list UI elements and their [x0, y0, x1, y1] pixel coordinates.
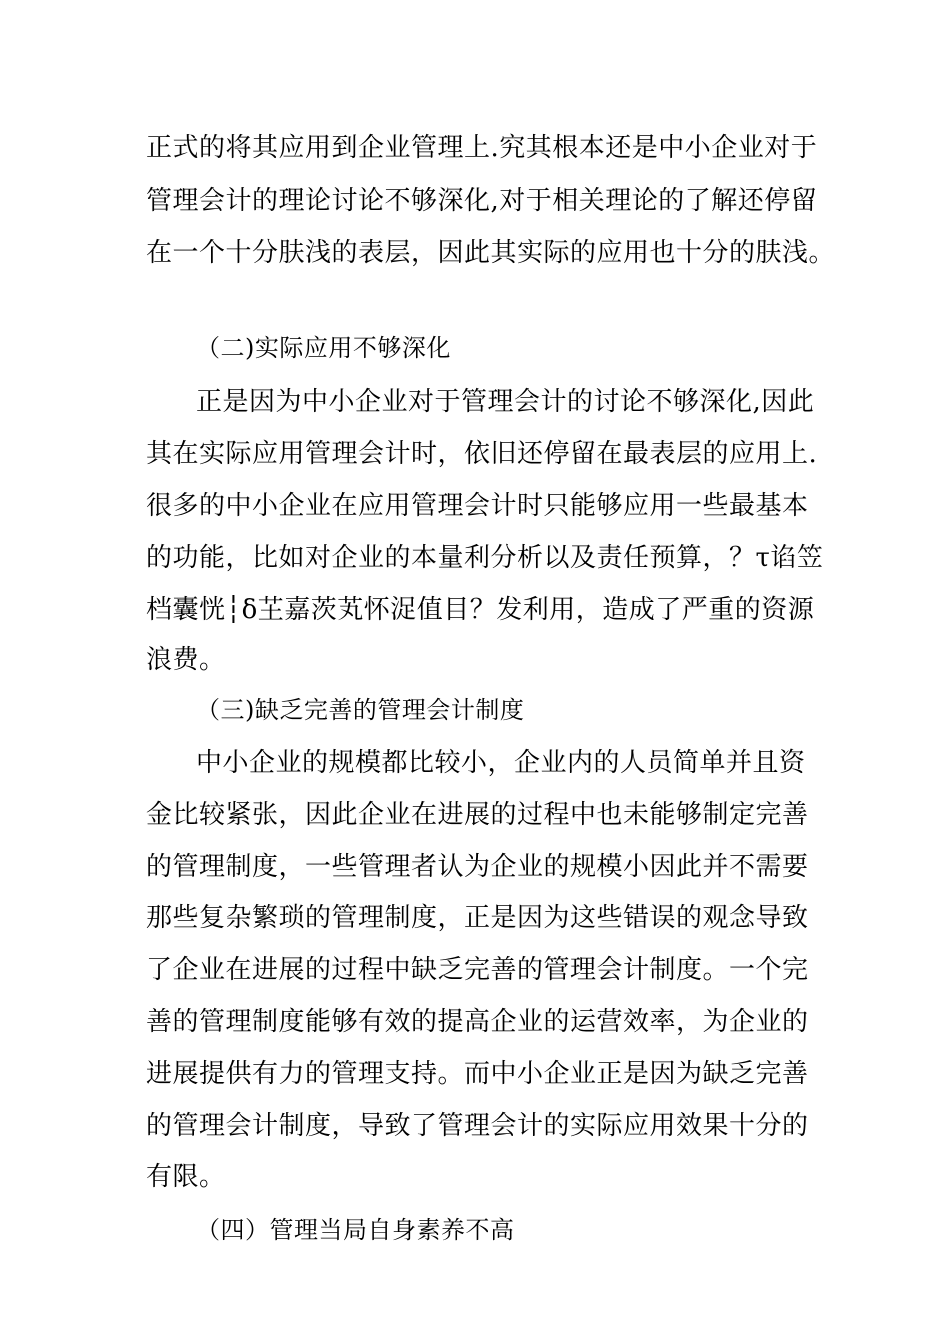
- body-text-line: 管理会计的理论讨论不够深化,对于相关理论的了解还停留: [146, 186, 818, 216]
- body-text-line: 浪费。: [146, 645, 226, 675]
- body-text-line: 在一个十分肤浅的表层，因此其实际的应用也十分的肤浅。: [146, 238, 836, 268]
- body-text-line: 的管理制度，一些管理者认为企业的规模小因此并不需要: [146, 852, 809, 882]
- body-text-line: 其在实际应用管理会计时，依旧还停留在最表层的应用上.: [146, 439, 818, 469]
- body-text-line: 的管理会计制度，导致了管理会计的实际应用效果十分的: [146, 1111, 809, 1141]
- section-heading-2: （二)实际应用不够深化: [196, 334, 451, 362]
- body-text-line: 正式的将其应用到企业管理上.究其根本还是中小企业对于: [146, 133, 818, 163]
- section-heading-4: （四）管理当局自身素养不高: [196, 1216, 515, 1244]
- body-text-line: 中小企业的规模都比较小，企业内的人员简单并且资: [196, 748, 806, 778]
- body-text-line: 很多的中小企业在应用管理会计时只能够应用一些最基本: [146, 491, 809, 521]
- section-heading-3: （三)缺乏完善的管理会计制度: [196, 696, 525, 724]
- body-text-line: 档囊恍┆δ芏嘉茨芄怀浞值目？发利用，造成了严重的资源: [146, 595, 815, 625]
- body-text-line: 了企业在进展的过程中缺乏完善的管理会计制度。一个完: [146, 955, 809, 985]
- body-text-line: 的功能，比如对企业的本量利分析以及责任预算，？τ谄笠: [146, 543, 824, 573]
- body-text-line: 金比较紧张，因此企业在进展的过程中也未能够制定完善: [146, 800, 809, 830]
- body-text-line: 正是因为中小企业对于管理会计的讨论不够深化,因此: [196, 387, 815, 417]
- body-text-line: 有限。: [146, 1162, 226, 1192]
- body-text-line: 善的管理制度能够有效的提高企业的运营效率，为企业的: [146, 1007, 809, 1037]
- body-text-line: 进展提供有力的管理支持。而中小企业正是因为缺乏完善: [146, 1059, 809, 1089]
- body-text-line: 那些复杂繁琐的管理制度，正是因为这些错误的观念导致: [146, 903, 809, 933]
